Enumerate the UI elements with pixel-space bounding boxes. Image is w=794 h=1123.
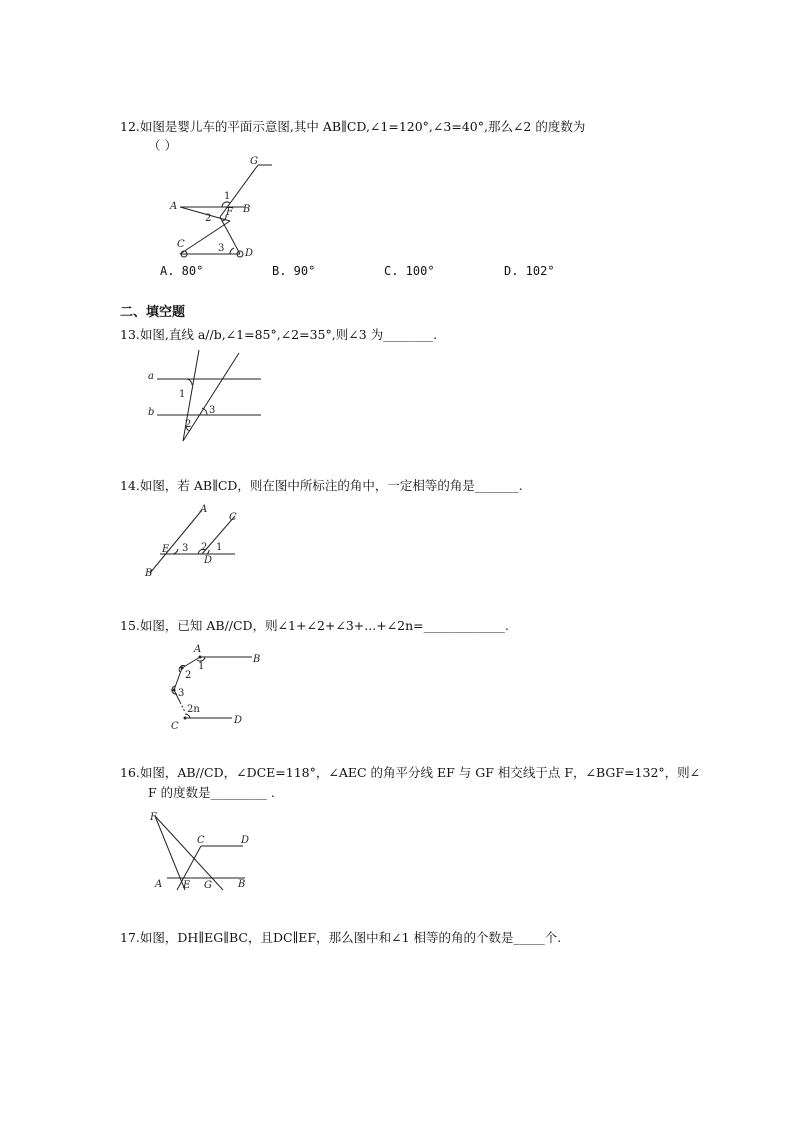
q12-text: 12.如图是婴儿车的平面示意图,其中 AB∥CD,∠1=120°,∠3=40°,那么∠2 的度数为	[120, 119, 586, 134]
q16-label-B: B	[238, 879, 246, 890]
q14-label-2: 2	[201, 542, 208, 553]
q13-label-2: 2	[185, 419, 192, 430]
q13-label-3: 3	[209, 405, 216, 416]
q12-option-d: D. 102°	[504, 264, 555, 278]
q13-label-1: 1	[179, 389, 186, 400]
q13-text: 13.如图,直线 a//b,∠1=85°,∠2=35°,则∠3 为________.	[120, 327, 438, 342]
q13-figure	[145, 345, 270, 445]
q14-label-3: 3	[182, 543, 189, 554]
q15-text: 15.如图，已知 AB//CD，则∠1+∠2+∠3+...+∠2n=_____________.	[120, 618, 509, 633]
q13-label-a: a	[148, 371, 154, 382]
q14-diagram	[140, 500, 245, 580]
q16-diagram	[145, 808, 270, 893]
q16-label-D: D	[241, 835, 250, 846]
q15-figure	[160, 638, 275, 738]
q15-label-2n: 2n	[187, 704, 200, 715]
q13-diagram	[145, 345, 270, 445]
section-title: 二、填空题	[120, 305, 186, 320]
q12-label-B: B	[243, 204, 251, 215]
q12-diagram	[160, 155, 280, 265]
q16-text-2: F 的度数是_________ .	[148, 785, 275, 800]
q12-label-A: A	[170, 201, 178, 212]
q12-label-C: C	[177, 239, 185, 250]
q12-label-F: F	[226, 207, 233, 218]
q16-text-1: 16.如图，AB//CD，∠DCE=118°，∠AEC 的角平分线 EF 与 GF 相交线于点 F，∠BGF=132°，则∠	[120, 765, 701, 780]
q14-label-C: C	[229, 512, 237, 523]
q15-label-A: A	[194, 644, 202, 655]
q15-label-D: D	[234, 715, 243, 726]
q12-paren: （ ）	[148, 138, 177, 153]
q12-label-3: 3	[218, 243, 225, 254]
q15-label-B: B	[253, 654, 261, 665]
q14-label-1: 1	[216, 542, 223, 553]
q15-diagram	[160, 638, 275, 738]
q15-label-3: 3	[178, 688, 185, 699]
q12-option-c: C. 100°	[384, 264, 435, 278]
q15-label-1: 1	[198, 661, 205, 672]
q16-figure	[145, 808, 270, 893]
q12-figure	[160, 155, 280, 265]
q15-label-C: C	[171, 721, 179, 732]
q17-text: 17.如图，DH∥EG∥BC，且DC∥EF，那么图中和∠1 相等的角的个数是_____个.	[120, 930, 562, 945]
q16-label-E: E	[183, 880, 191, 891]
q14-label-D: D	[204, 555, 213, 566]
q16-label-A: A	[155, 879, 163, 890]
q13-label-b: b	[148, 407, 155, 418]
q12-label-D: D	[245, 248, 254, 259]
q12-label-G: G	[250, 156, 258, 167]
q14-label-B: B	[145, 568, 153, 579]
q14-label-E: E	[162, 544, 170, 555]
q16-label-G: G	[204, 880, 212, 891]
q14-figure	[140, 500, 245, 580]
q12-option-b: B. 90°	[272, 264, 316, 278]
q16-label-C: C	[197, 835, 205, 846]
q12-option-a: A. 80°	[160, 264, 204, 278]
q15-label-2: 2	[185, 670, 192, 681]
q14-text: 14.如图，若 AB∥CD，则在图中所标注的角中，一定相等的角是_______.	[120, 478, 523, 493]
q12-label-1: 1	[224, 191, 231, 202]
q12-label-2: 2	[205, 213, 212, 224]
q14-label-A: A	[200, 504, 208, 515]
q16-label-F: F	[150, 812, 157, 823]
